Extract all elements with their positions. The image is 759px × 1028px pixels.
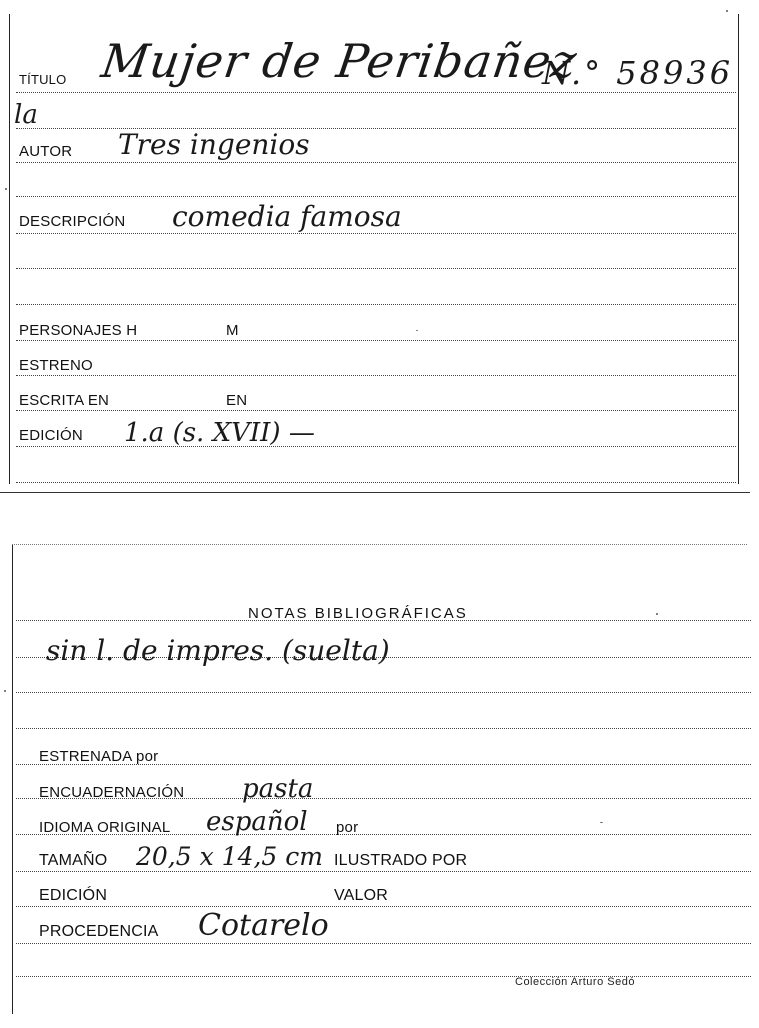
procedencia-value: Cotarelo	[198, 908, 329, 943]
rule-line	[16, 340, 736, 341]
scan-speck	[726, 10, 728, 12]
notas-heading: NOTAS BIBLIOGRÁFICAS	[248, 605, 468, 622]
edicion-label-2: EDICIÓN	[39, 887, 108, 904]
scan-speck	[656, 613, 658, 615]
autor-value: Tres ingenios	[118, 128, 310, 161]
titulo-label: TÍTULO	[19, 72, 67, 87]
titulo-number: N.° 58936	[542, 54, 734, 92]
tamano-label: TAMAÑO	[39, 852, 108, 869]
rule-line	[16, 871, 751, 872]
escrita-en-label: EN	[226, 392, 248, 409]
card-left-edge	[9, 14, 10, 484]
card-top-edge	[12, 544, 747, 545]
rule-line	[16, 976, 751, 977]
notas-value: sin l. de impres. (suelta)	[46, 634, 390, 667]
rule-line	[16, 482, 736, 483]
rule-line	[16, 943, 751, 944]
coleccion-stamp: Colección Arturo Sedó	[515, 976, 635, 988]
escrita-label: ESCRITA EN	[19, 392, 110, 409]
titulo-prefix: la	[14, 100, 38, 130]
descripcion-value: comedia famosa	[172, 200, 402, 233]
scan-speck	[600, 822, 603, 823]
rule-line	[16, 375, 736, 376]
scan-speck	[5, 188, 7, 190]
personajes-label: PERSONAJES H	[19, 322, 138, 339]
rule-line	[16, 728, 751, 729]
rule-line	[16, 92, 736, 93]
idioma-label: IDIOMA ORIGINAL	[39, 819, 171, 836]
estrenada-label: ESTRENADA por	[39, 748, 159, 765]
encuadernacion-value: pasta	[242, 774, 314, 804]
encuadernacion-label: ENCUADERNACIÓN	[39, 784, 185, 801]
procedencia-label: PROCEDENCIA	[39, 923, 159, 940]
idioma-por-label: por	[336, 819, 359, 836]
autor-label: AUTOR	[19, 143, 73, 160]
catalog-card-bottom	[0, 540, 759, 1028]
edicion-value: 1.a (s. XVII) —	[124, 418, 315, 448]
personajes-m-label: M	[226, 322, 239, 339]
valor-label: VALOR	[334, 887, 389, 904]
scan-speck	[4, 690, 6, 692]
rule-line	[16, 268, 736, 269]
tamano-value: 20,5 x 14,5 cm	[136, 842, 323, 871]
descripcion-label: DESCRIPCIÓN	[19, 213, 126, 230]
idioma-value: español	[206, 807, 308, 837]
rule-line	[16, 410, 736, 411]
scan-speck	[416, 330, 418, 331]
edicion-label: EDICIÓN	[19, 427, 83, 444]
card-bottom-edge	[0, 492, 750, 493]
titulo-value: Mujer de Peribañez	[98, 34, 581, 88]
catalog-card-top	[0, 0, 759, 495]
rule-line	[16, 692, 751, 693]
rule-line	[16, 196, 736, 197]
card-left-edge	[12, 544, 13, 1014]
rule-line	[16, 906, 751, 907]
estreno-label: ESTRENO	[19, 357, 93, 374]
ilustrado-label: ILUSTRADO POR	[334, 852, 468, 869]
rule-line	[16, 162, 736, 163]
rule-line	[16, 304, 736, 305]
rule-line	[16, 233, 736, 234]
card-right-edge	[738, 14, 739, 484]
